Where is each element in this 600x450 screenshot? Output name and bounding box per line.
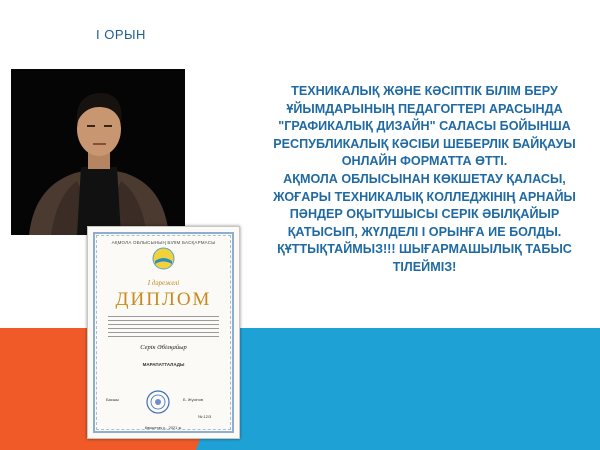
diploma-signer-right: Б. Жүсіпов — [183, 397, 203, 402]
portrait-photo — [11, 69, 185, 235]
announcement-text — [262, 83, 587, 277]
seal-icon — [146, 390, 170, 414]
diploma-reg-number: № 12/3 — [198, 414, 212, 419]
announcement-paragraph-1: ТЕХНИКАЛЫҚ ЖӘНЕ КӘСІПТІК БІЛІМ БЕРУ ҰЙЫМДАРЫНЫҢ ПЕДАГОГТЕРІ АРАСЫНДА "ГРАФИКАЛЫҚ ДИЗАЙН" САЛАСЫ БОЙЫНША РЕСПУБЛИКАЛЫҚ КӘСІБИ ШЕБЕРЛІК БАЙҚАУЫ ОНЛАЙН ФОРМАТТА ӨТТІ. — [273, 84, 576, 169]
diploma-degree: I дәрежелі — [147, 279, 180, 287]
diploma-recipient: Серік Әбілқайыр — [140, 344, 187, 351]
place-title: I ОРЫН — [96, 27, 146, 42]
emblem-icon — [152, 247, 175, 270]
diploma-city-date: Көкшетау қ., 2021 ж. — [144, 425, 183, 430]
diploma-title: ДИПЛОМ — [115, 289, 212, 310]
diploma-header: АҚМОЛА ОБЛЫСЫНЫҢ БІЛІМ БАСҚАРМАСЫ — [111, 240, 216, 245]
diploma-awarded: МАРАПАТТАЛАДЫ — [142, 362, 185, 367]
diploma-signer-left: Басшы — [106, 397, 119, 402]
announcement-paragraph-2: АҚМОЛА ОБЛЫСЫНАН КӨКШЕТАУ ҚАЛАСЫ, ЖОҒАРЫ ТЕХНИКАЛЫҚ КОЛЛЕДЖІНІҢ АРНАЙЫ ПӘНДЕР ОҚЫТУШЫСЫ СЕРІК ӘБІЛҚАЙЫР ҚАТЫСЫП, ЖҮЛДЕЛІ I ОРЫНҒА ИЕ БОЛДЫ. — [273, 171, 576, 239]
diploma-body-text — [108, 316, 219, 340]
diploma-image — [87, 226, 240, 439]
announcement-paragraph-3: ҚҰТТЫҚТАЙМЫЗ!!! ШЫҒАРМАШЫЛЫҚ ТАБЫС ТІЛЕЙМІЗ! — [277, 242, 572, 274]
